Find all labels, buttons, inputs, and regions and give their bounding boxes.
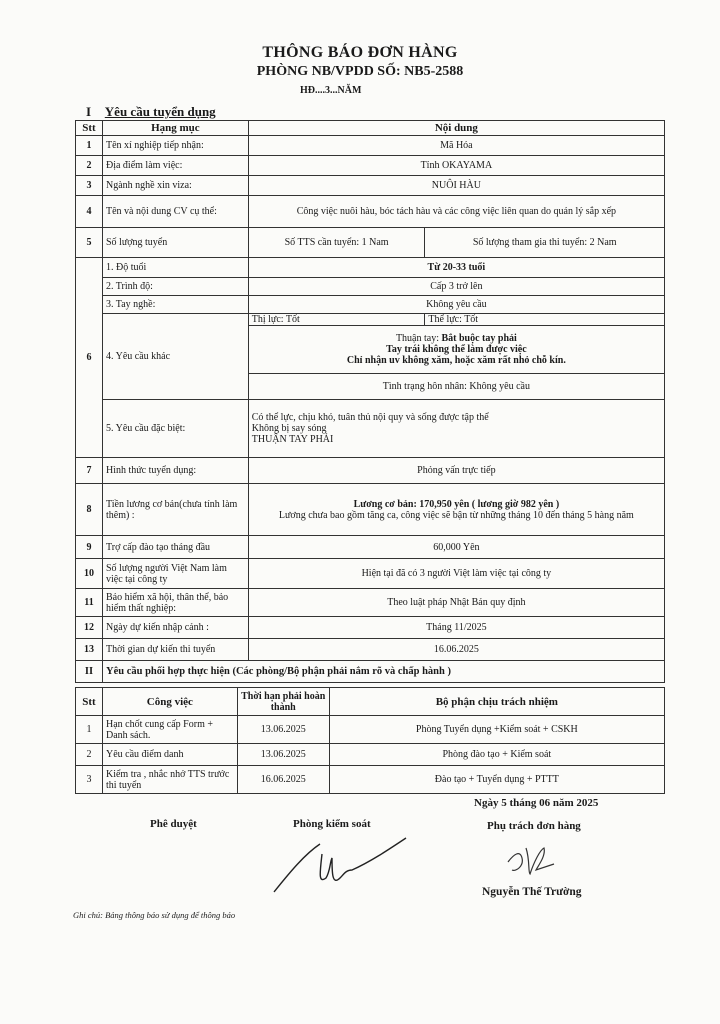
handedness-value: Bắt buộc tay phải [441, 333, 517, 344]
table-row [76, 536, 665, 559]
physical-strength: Thể lực: Tốt [425, 314, 665, 326]
special-requirements [248, 400, 664, 458]
row-content: Công việc nuôi hàu, bóc tách hàu và các công việc liên quan do quản lý sắp xếp [248, 196, 664, 228]
row-stt: 2 [76, 744, 103, 766]
row-stt: 4 [76, 196, 103, 228]
row-content: 16.06.2025 [248, 639, 664, 661]
deadline: 13.06.2025 [237, 716, 329, 744]
col-task: Công việc [102, 688, 237, 716]
base-salary: Lương cơ bản: 170,950 yên ( lương giờ 982 yên ) [353, 498, 560, 510]
row-stt: 11 [76, 589, 103, 617]
row-stt: 6 [76, 258, 103, 458]
row-stt: 2 [76, 156, 103, 176]
special-requirements-label: 5. Yêu cầu đặc biệt: [102, 400, 248, 458]
row-stt: 1 [76, 136, 103, 156]
row-content: Tháng 11/2025 [248, 617, 664, 639]
special-line: THUẬN TAY PHẢI [251, 434, 334, 445]
special-line: Có thể lực, chịu khó, tuân thủ nội quy và sống được tập thể [251, 412, 489, 423]
row-stt: 7 [76, 458, 103, 484]
table-row [76, 228, 665, 258]
col-item: Hạng mục [102, 121, 248, 136]
skill-value: Không yêu cầu [248, 296, 664, 314]
col-deadline: Thời hạn phải hoàn thành [237, 688, 329, 716]
row-item: Thời gian dự kiến thi tuyển [102, 639, 248, 661]
table-row [76, 196, 665, 228]
other-requirements-label: 4. Yêu cầu khác [102, 314, 248, 400]
col-department: Bộ phận chịu trách nhiệm [329, 688, 664, 716]
section-2-heading [76, 661, 665, 683]
row-stt: 3 [76, 176, 103, 196]
section-1-number: I [86, 104, 92, 119]
deadline: 16.06.2025 [237, 766, 329, 794]
row-item: Tên và nội dung CV cụ thể: [102, 196, 248, 228]
table-row [76, 716, 665, 744]
table-row [76, 559, 665, 589]
table-row [76, 278, 665, 296]
row-item: Tên xí nghiệp tiếp nhận: [102, 136, 248, 156]
table-row [76, 176, 665, 196]
skill-label: 3. Tay nghề: [102, 296, 248, 314]
document-subtitle: PHÒNG NB/VPDD SỐ: NB5-2588 [256, 64, 464, 79]
row-stt: 13 [76, 639, 103, 661]
table-row [76, 589, 665, 617]
row-content: Phỏng vấn trực tiếp [248, 458, 664, 484]
row-stt: 8 [76, 484, 103, 536]
table-row [76, 400, 665, 458]
row-item: Ngành nghề xin viza: [102, 176, 248, 196]
age-label: 1. Độ tuổi [102, 258, 248, 278]
footnote: Ghi chú: Bảng thông báo sử dụng để thông báo [73, 910, 236, 920]
deadline: 13.06.2025 [237, 744, 329, 766]
special-line: Không bị say sóng [251, 423, 327, 434]
row-content: Theo luật pháp Nhật Bản quy định [248, 589, 664, 617]
section-2-title: Yêu cầu phối hợp thực hiện (Các phòng/Bộ phận phải nắm rõ và chấp hành ) [102, 661, 664, 683]
row-item: Ngày dự kiến nhập cảnh : [102, 617, 248, 639]
left-hand-note: Tay trái không thể làm được việc [386, 344, 527, 355]
department: Phòng đào tạo + Kiểm soát [329, 744, 664, 766]
table-row [76, 156, 665, 176]
table-row [76, 744, 665, 766]
table-row [76, 639, 665, 661]
table-row [76, 314, 665, 326]
handedness-prefix: Thuận tay: [395, 333, 439, 344]
task: Hạn chốt cung cấp Form + Danh sách. [102, 716, 237, 744]
handedness-line [252, 333, 661, 344]
row-content: 60,000 Yên [248, 536, 664, 559]
education-label: 2. Trình độ: [102, 278, 248, 296]
table-row [76, 617, 665, 639]
tattoo-note: Chỉ nhận uv không xăm, hoặc xăm rất nhỏ chỗ kín. [346, 355, 566, 366]
table-row [76, 458, 665, 484]
table-row [76, 136, 665, 156]
document-title: THÔNG BÁO ĐƠN HÀNG [262, 44, 458, 61]
row-stt: 3 [76, 766, 103, 794]
row-stt: 12 [76, 617, 103, 639]
manager-signature [500, 840, 560, 880]
salary-cell [248, 484, 664, 536]
eyesight: Thị lực: Tốt [248, 314, 425, 326]
coordination-table [75, 687, 665, 794]
control-signature [270, 832, 410, 902]
marital-status: Tình trạng hôn nhân: Không yêu cầu [248, 374, 664, 400]
trainees-needed: Số TTS cần tuyển: 1 Nam [248, 228, 425, 258]
education-value: Cấp 3 trở lên [248, 278, 664, 296]
row-item: Số lượng tuyển [102, 228, 248, 258]
row-stt: 10 [76, 559, 103, 589]
row-item: Hình thức tuyển dụng: [102, 458, 248, 484]
row-stt: 5 [76, 228, 103, 258]
row-content: Tỉnh OKAYAMA [248, 156, 664, 176]
section-2-number: II [76, 661, 103, 683]
row-stt: 9 [76, 536, 103, 559]
recruitment-table [75, 120, 665, 683]
table-row [76, 484, 665, 536]
table-row [76, 258, 665, 278]
row-item: Trợ cấp đào tạo tháng đầu [102, 536, 248, 559]
row-content: Mã Hóa [248, 136, 664, 156]
age-value: Từ 20-33 tuổi [248, 258, 664, 278]
col-content: Nội dung [248, 121, 664, 136]
row-content: NUÔI HÀU [248, 176, 664, 196]
row-content: Hiện tại đã có 3 người Việt làm việc tại công ty [248, 559, 664, 589]
row-item: Số lượng người Việt Nam làm việc tại công ty [102, 559, 248, 589]
department: Phòng Tuyển dụng +Kiểm soát + CSKH [329, 716, 664, 744]
task: Yêu cầu điểm danh [102, 744, 237, 766]
row-item: Tiền lương cơ bản(chưa tính làm thêm) : [102, 484, 248, 536]
control-dept-label: Phòng kiểm soát [293, 818, 371, 830]
signer-name: Nguyễn Thế Trường [482, 886, 582, 898]
order-manager-label: Phụ trách đơn hàng [487, 820, 581, 832]
approve-label: Phê duyệt [150, 818, 197, 830]
exam-participants: Số lượng tham gia thi tuyển: 2 Nam [425, 228, 665, 258]
table-row [76, 296, 665, 314]
table-row [76, 766, 665, 794]
section-1-heading [86, 104, 216, 120]
row-stt: 1 [76, 716, 103, 744]
salary-note: Lương chưa bao gồm tăng ca, công việc sẽ bận từ những tháng 10 đến tháng 5 hàng năm [278, 509, 634, 521]
contract-line: HĐ....3...NĂM [300, 85, 362, 96]
row-item: Địa điểm làm việc: [102, 156, 248, 176]
task: Kiểm tra , nhắc nhở TTS trước thi tuyển [102, 766, 237, 794]
col-stt: Stt [76, 121, 103, 136]
department: Đào tạo + Tuyển dụng + PTTT [329, 766, 664, 794]
document-date: Ngày 5 tháng 06 năm 2025 [474, 797, 599, 809]
handedness-block [248, 326, 664, 374]
section-1-title: Yêu cầu tuyển dụng [104, 104, 216, 119]
col-stt: Stt [76, 688, 103, 716]
row-item: Bảo hiểm xã hội, thân thể, bảo hiểm thất nghiệp: [102, 589, 248, 617]
